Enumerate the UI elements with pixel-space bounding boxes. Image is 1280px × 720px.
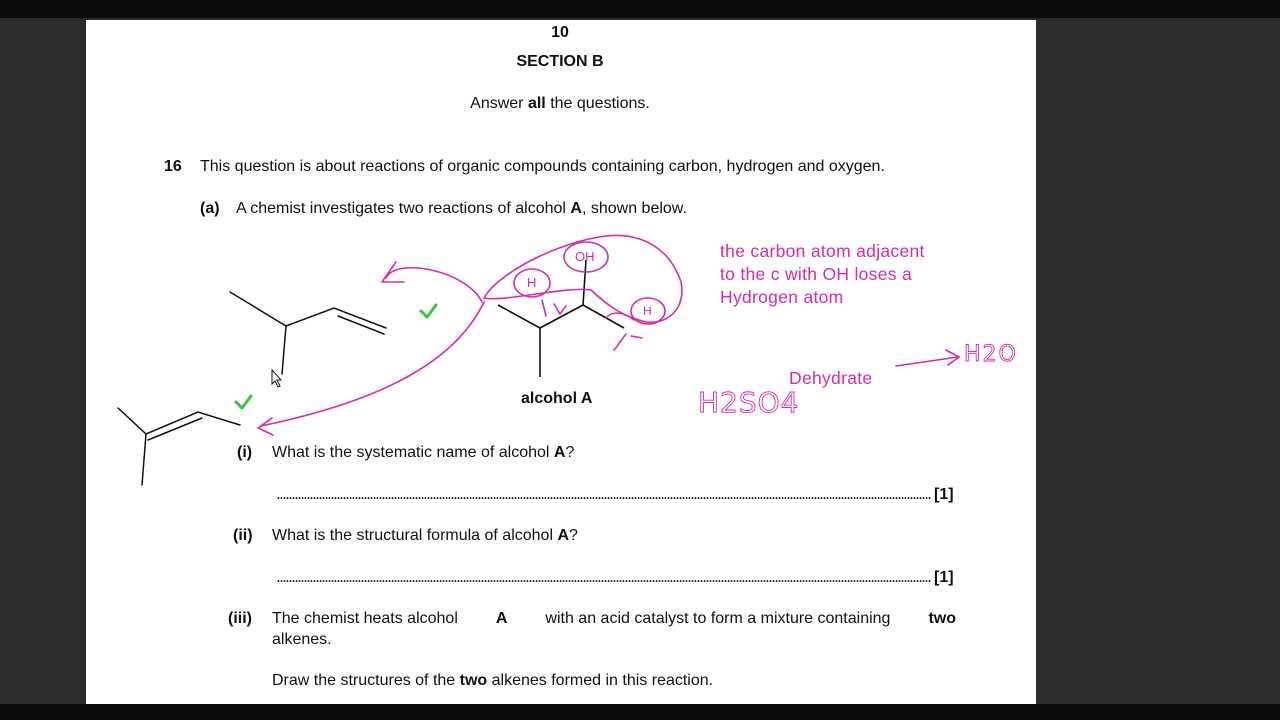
water-handwritten: H2O [964,342,1018,367]
note-line-3: Hydrogen atom [720,287,844,307]
question-stem: This question is about reactions of organic compounds containing carbon, hydrogen and oxygen. [200,158,885,175]
arrow-lower-curve [261,302,484,426]
marks-i: [1] [934,486,954,503]
alkene-2-chain [118,408,240,434]
sub-iii-alcohol-letter: A [495,610,508,627]
part-a-text-start: A chemist investigates two reactions of alcohol [236,200,571,217]
sub-iii-text-start: The chemist heats alcohol [272,610,458,627]
arrow-lower-head [258,418,273,435]
alkene-1-branch [282,326,286,374]
part-a-alcohol-letter: A [570,200,582,217]
draw-text-start: Draw the structures of the [272,672,460,689]
note-line-1: the carbon atom adjacent [720,241,925,261]
note-line-2: to the c with OH loses a [720,264,913,284]
page-number: 10 [551,24,569,41]
check-icon [421,305,436,317]
alkene-1-chain [230,292,386,328]
sub-iii-emphasis-two: two [928,610,956,627]
exam-page [86,20,1036,704]
sub-i-alcohol-letter: A [553,444,566,461]
check-marks [236,305,436,408]
instruction-emphasis: all [527,95,546,112]
sub-iii-text-mid: with an acid catalyst to form a mixture containing [545,610,891,627]
sub-question-ii-label: (ii) [233,527,253,544]
instruction-text-end: the questions. [545,95,650,112]
alkene-drawings [118,292,386,485]
sub-question-i-label: (i) [237,444,253,461]
sub-ii-text-start: What is the structural formula of alcohol [272,527,558,544]
part-a-label: (a) [200,200,220,217]
question-number: 16 [164,158,182,175]
part-a-text-end: , shown below. [581,200,687,217]
electron-arrow-marks [542,300,566,316]
ink-overlay [86,20,1036,704]
sub-i-text-start: What is the systematic name of alcohol [272,444,554,461]
draw-emphasis-two: two [459,672,488,689]
instruction-text: Answer [470,95,528,112]
window-bottom-bar [0,704,1280,720]
dehydrate-label: Dehydrate [789,368,873,388]
window-top-bar [0,0,1280,18]
acid-handwritten: H2SO4 [698,386,800,419]
right-margin-panel [1036,18,1280,704]
electron-arrow-right [606,313,634,320]
section-title: SECTION B [516,53,604,70]
left-margin-panel [0,18,86,704]
pink-ink [258,235,959,435]
mouse-pointer-icon [272,370,281,387]
carbon-marks [614,334,642,350]
h-handwritten-right: H [643,304,652,318]
check-icon [236,396,251,408]
draw-text-end: alkenes formed in this reaction. [487,672,714,689]
sub-question-iii-line2: alkenes. [272,631,332,648]
marks-ii: [1] [934,569,954,586]
arrow-upper-curve [386,268,482,302]
alkene-2-branch [142,434,146,485]
h-handwritten-left: H [527,275,537,290]
structure-caption: alcohol A [521,390,593,407]
sub-ii-text-end: ? [569,527,578,544]
sub-ii-alcohol-letter: A [557,527,570,544]
alcohol-a-structure [498,260,624,377]
sub-i-text-end: ? [565,444,575,461]
oh-handwritten: OH [575,249,595,264]
sub-question-iii-label: (iii) [228,610,252,627]
